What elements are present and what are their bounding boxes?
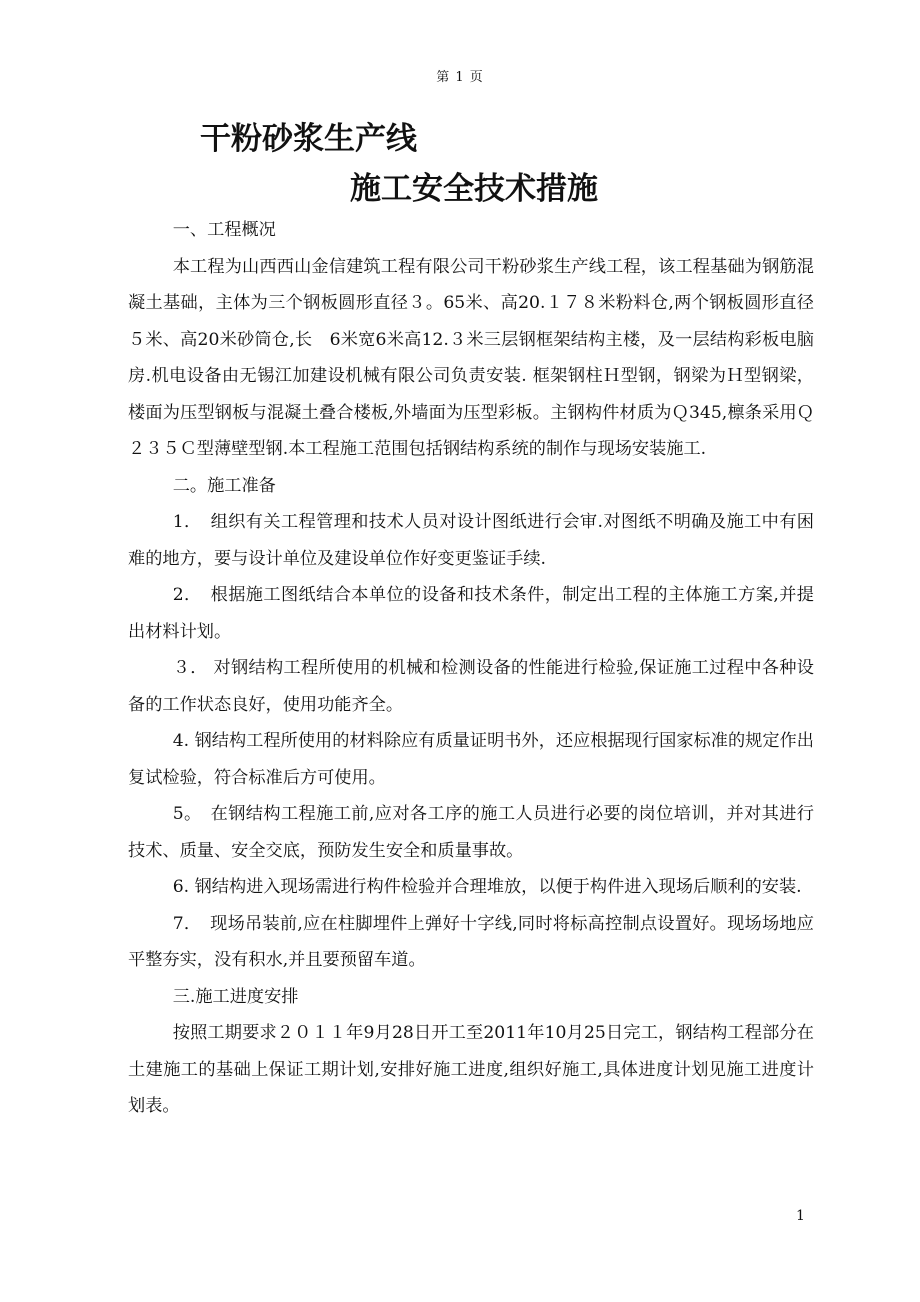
document-title-line-1: 干粉砂浆生产线 <box>200 121 417 157</box>
document-body <box>128 212 814 1125</box>
section-heading-preparation: 二。施工准备 <box>172 475 276 496</box>
paragraph-overview: 本工程为山西西山金信建筑工程有限公司干粉砂浆生产线工程，该工程基础为钢筋混凝土基础，主体为三个钢板圆形直径３。65米、高20.１７８米粉料仓,两个钢板圆形直径５米、高20米砂筒仓,长 6米宽6米高12.３米三层钢框架结构主楼，及一层结构彩板电脑房.机电设备由无锡江加建设机械有限公司负责安装. 框架钢柱Ｈ型钢，钢梁为Ｈ型钢梁，楼面为压型钢板与混凝土叠合楼板,外墙面为压型彩板。主钢构件材质为Ｑ345,檩条采用Ｑ２３５Ｃ型薄壁型钢.本工程施工范围包括钢结构系统的制作与现场安装施工. <box>128 256 814 459</box>
list-item-5: 5。 在钢结构工程施工前,应对各工序的施工人员进行必要的岗位培训，并对其进行技术、质量、安全交底，预防发生安全和质量事故。 <box>128 804 814 861</box>
list-item-1: 1． 组织有关工程管理和技术人员对设计图纸进行会审.对图纸不明确及施工中有困难的地方，要与设计单位及建设单位作好变更鉴证手续. <box>128 512 814 569</box>
page-header: 第 1 页 <box>436 70 484 85</box>
list-item-3: ３． 对钢结构工程所使用的机械和检测设备的性能进行检验,保证施工过程中各种设备的工作状态良好，使用功能齐全。 <box>128 658 814 715</box>
list-item-4: 4. 钢结构工程所使用的材料除应有质量证明书外，还应根据现行国家标准的规定作出复试检验，符合标准后方可使用。 <box>128 731 814 788</box>
list-item-7: 7． 现场吊装前,应在柱脚埋件上弹好十字线,同时将标高控制点设置好。现场场地应平整夯实，没有积水,并且要预留车道。 <box>128 913 814 970</box>
page-number: 1 <box>796 1208 805 1224</box>
paragraph-schedule: 按照工期要求２０１１年9月28日开工至2011年10月25日完工，钢结构工程部分在土建施工的基础上保证工期计划,安排好施工进度,组织好施工,具体进度计划见施工进度计划表。 <box>128 1023 814 1116</box>
document-title-line-2: 施工安全技术措施 <box>350 171 598 207</box>
list-item-2: 2． 根据施工图纸结合本单位的设备和技术条件，制定出工程的主体施工方案,并提出材料计划。 <box>128 585 814 642</box>
list-item-6: 6. 钢结构进入现场需进行构件检验并合理堆放，以便于构件进入现场后顺利的安装. <box>172 877 802 897</box>
section-heading-overview: 一、工程概况 <box>172 220 276 240</box>
section-heading-schedule: 三.施工进度安排 <box>172 986 299 1007</box>
